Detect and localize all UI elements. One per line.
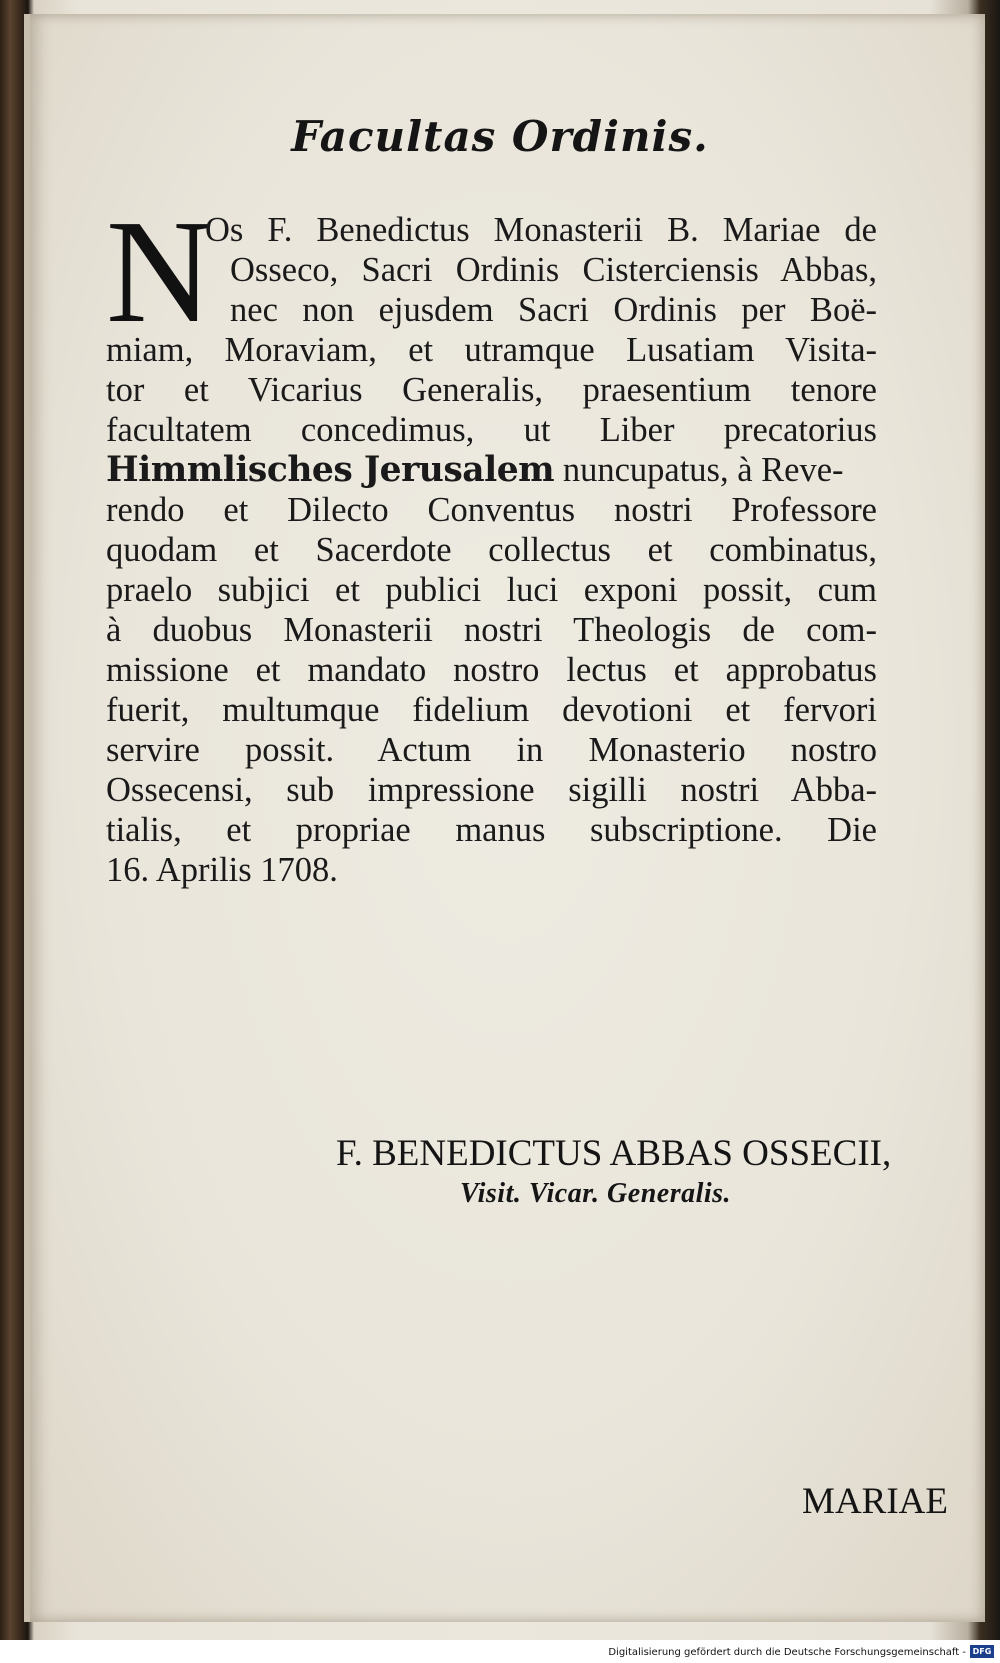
drop-cap: N [106,190,213,354]
text-line-7-rest: nuncupatus, à Reve- [562,451,844,489]
signature-name: F. BENEDICTUS ABBAS OSSECII, [336,1133,892,1174]
fraktur-phrase: Himmlisches Jerusalem [106,450,555,490]
text-line-1: Os F. Benedictus Monasterii B. Mariae de [205,211,877,249]
text-line-4: miam, Moraviam, et utramque Lusatiam Visita- [106,331,877,369]
page-title: Facultas Ordinis. [291,112,709,161]
text-line-12: missione et mandato nostro lectus et approbatus [106,651,877,689]
signature-title: Visit. Vicar. Generalis. [460,1178,732,1209]
text-line-15: Ossecensi, sub impressione sigilli nostri Abba- [106,771,877,809]
text-line-8: rendo et Dilecto Conventus nostri Professore [106,491,877,529]
text-line-11: à duobus Monasterii nostri Theologis de com- [106,611,877,649]
text-line-17: 16. Aprilis 1708. [106,851,338,889]
dfg-logo-icon: DFG [970,1645,994,1658]
text-line-9: quodam et Sacerdote collectus et combinatus, [106,531,877,569]
text-line-6: facultatem concedimus, ut Liber precatorius [106,411,877,449]
text-line-3: nec non ejusdem Sacri Ordinis per Boë- [230,291,877,329]
catchword: MARIAE [802,1481,948,1522]
text-line-5: tor et Vicarius Generalis, praesentium tenore [106,371,877,409]
text-line-2: Osseco, Sacri Ordinis Cisterciensis Abbas, [230,251,877,289]
text-line-10: praelo subjici et publici luci exponi possit, cum [106,571,877,609]
text-line-14: servire possit. Actum in Monasterio nostro [106,731,877,769]
text-line-7 [106,450,877,490]
digitization-credit: Digitalisierung gefördert durch die Deutsche Forschungsgemeinschaft - [608,1647,966,1658]
text-line-16: tialis, et propriae manus subscriptione. Die [106,811,877,849]
text-line-13: fuerit, multumque fidelium devotioni et fervori [106,691,877,729]
